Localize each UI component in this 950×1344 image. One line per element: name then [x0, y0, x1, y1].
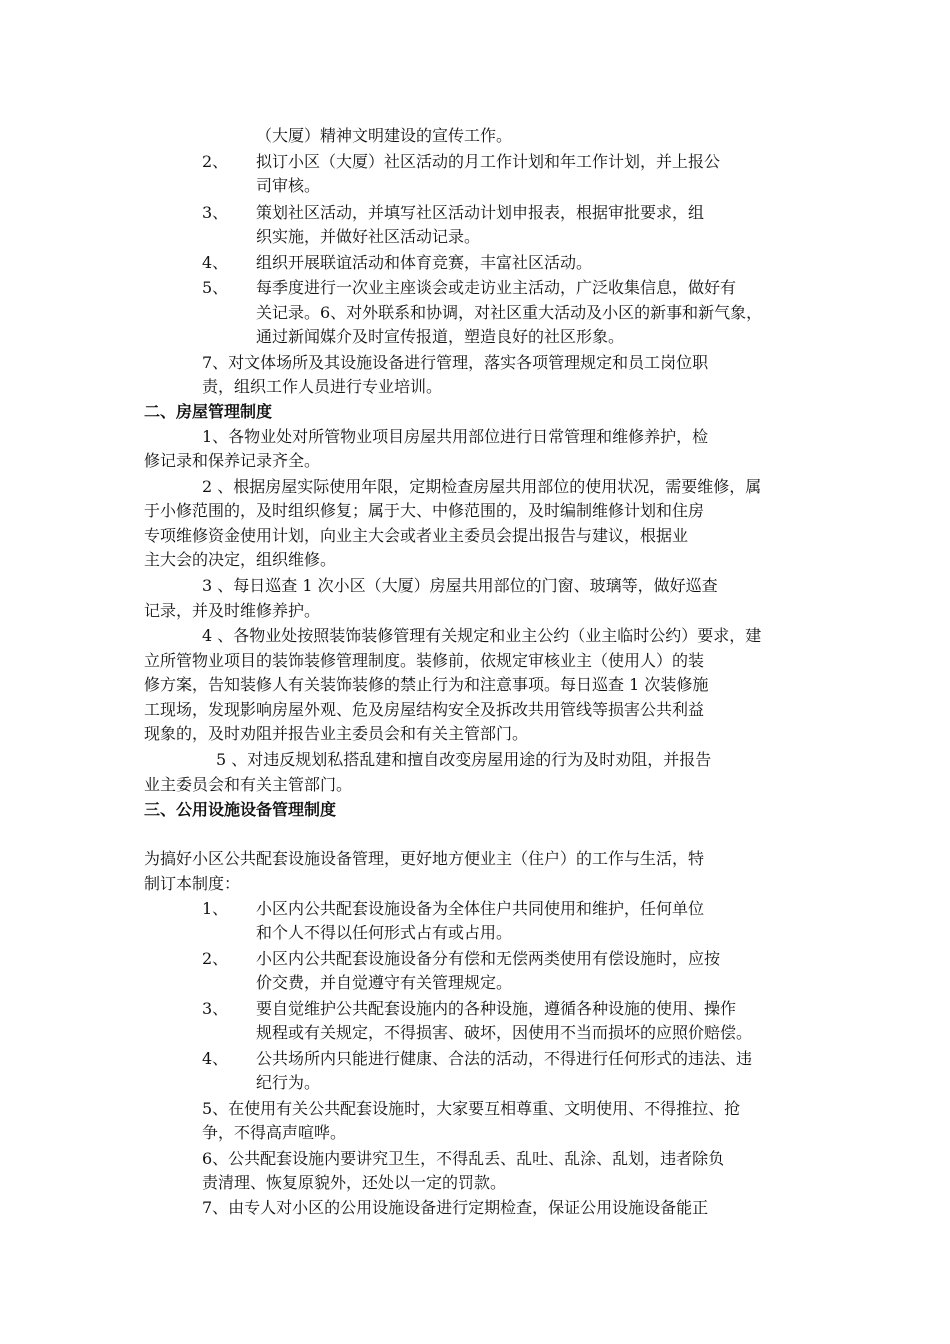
section3-heading: 三、公用设施设备管理制度: [144, 800, 337, 819]
section1-item-line: 组织开展联谊活动和体育竞赛，丰富社区活动。: [256, 253, 593, 272]
section1-item-number: 2、: [202, 152, 229, 171]
section3-item-line: 规程或有关规定，不得损害、破坏，因使用不当而损坏的应照价赔偿。: [256, 1023, 753, 1042]
section2-paragraph-line: 业主委员会和有关主管部门。: [144, 775, 353, 794]
section1-item-line: 通过新闻媒介及时宣传报道，塑造良好的社区形象。: [256, 327, 625, 346]
section2-paragraph-line: 工现场，发现影响房屋外观、危及房屋结构安全及拆改共用管线等损害公共利益: [144, 700, 705, 719]
section3-tail-line: 5、在使用有关公共配套设施时，大家要互相尊重、文明使用、不得推拉、抢: [202, 1099, 741, 1118]
section3-item-line: 要自觉维护公共配套设施内的各种设施，遵循各种设施的使用、操作: [256, 999, 737, 1018]
section3-item-number: 1、: [202, 899, 229, 918]
section3-item-line: 和个人不得以任何形式占有或占用。: [256, 923, 513, 942]
section1-item-number: 5、: [202, 278, 229, 297]
section1-continued-line: （大厦）精神文明建设的宣传工作。: [256, 126, 513, 145]
section2-paragraph-line: 修方案，告知装修人有关装饰装修的禁止行为和注意事项。每日巡查 1 次装修施: [144, 675, 709, 694]
section3-item-number: 2、: [202, 949, 229, 968]
section3-tail-line: 6、公共配套设施内要讲究卫生，不得乱丢、乱吐、乱涂、乱划，违者除负: [202, 1149, 725, 1168]
section2-paragraph-line: 修记录和保养记录齐全。: [144, 451, 321, 470]
section2-paragraph-line: 于小修范围的，及时组织修复；属于大、中修范围的，及时编制维修计划和住房: [144, 501, 705, 520]
section1-item-line: 拟订小区（大厦）社区活动的月工作计划和年工作计划，并上报公: [256, 152, 721, 171]
section1-item-line: 司审核。: [256, 176, 321, 195]
section2-paragraph-line: 现象的，及时劝阻并报告业主委员会和有关主管部门。: [144, 724, 529, 743]
section2-paragraph-line: 1、各物业处对所管物业项目房屋共用部位进行日常管理和维修养护，检: [202, 427, 709, 446]
section1-item-number: 4、: [202, 253, 229, 272]
section3-item-line: 价交费，并自觉遵守有关管理规定。: [256, 973, 513, 992]
section1-item-line: 关记录。6、对外联系和协调，对社区重大活动及小区的新事和新气象，: [256, 303, 763, 322]
section2-paragraph-line: 主大会的决定，组织维修。: [144, 550, 337, 569]
section3-intro-line: 为搞好小区公共配套设施设备管理，更好地方便业主（住户）的工作与生活，特: [144, 849, 705, 868]
section2-paragraph-line: 5 、对违反规划私搭乱建和擅自改变房屋用途的行为及时劝阻，并报告: [216, 750, 712, 769]
section2-heading: 二、房屋管理制度: [144, 402, 273, 421]
section3-item-line: 小区内公共配套设施设备分有偿和无偿两类使用有偿设施时，应按: [256, 949, 721, 968]
section1-item-line: 织实施，并做好社区活动记录。: [256, 227, 481, 246]
section3-item-line: 小区内公共配套设施设备为全体住户共同使用和维护，任何单位: [256, 899, 705, 918]
section2-paragraph-line: 2 、根据房屋实际使用年限，定期检查房屋共用部位的使用状况，需要维修，属: [202, 477, 762, 496]
section3-item-line: 纪行为。: [256, 1073, 321, 1092]
section2-paragraph-line: 立所管物业项目的装饰装修管理制度。装修前，依规定审核业主（使用人）的装: [144, 651, 705, 670]
section3-tail-line: 争，不得高声喧哗。: [202, 1123, 347, 1142]
section1-item7-line: 责，组织工作人员进行专业培训。: [202, 377, 443, 396]
section3-item-number: 3、: [202, 999, 229, 1018]
section1-item-line: 策划社区活动，并填写社区活动计划申报表，根据审批要求，组: [256, 203, 705, 222]
section1-item-line: 每季度进行一次业主座谈会或走访业主活动，广泛收集信息，做好有: [256, 278, 737, 297]
section3-tail-line: 责清理、恢复原貌外，还处以一定的罚款。: [202, 1173, 507, 1192]
section1-item-number: 3、: [202, 203, 229, 222]
section1-item7-line: 7、对文体场所及其设施设备进行管理，落实各项管理规定和员工岗位职: [202, 353, 709, 372]
section3-item-number: 4、: [202, 1049, 229, 1068]
section2-paragraph-line: 专项维修资金使用计划，向业主大会或者业主委员会提出报告与建议，根据业: [144, 526, 689, 545]
section3-item-line: 公共场所内只能进行健康、合法的活动，不得进行任何形式的违法、违: [256, 1049, 753, 1068]
section2-paragraph-line: 4 、各物业处按照装饰装修管理有关规定和业主公约（业主临时公约）要求，建: [202, 626, 762, 645]
section3-intro-line: 制订本制度：: [144, 874, 241, 893]
section2-paragraph-line: 记录，并及时维修养护。: [144, 601, 321, 620]
section2-paragraph-line: 3 、每日巡查 1 次小区（大厦）房屋共用部位的门窗、玻璃等，做好巡查: [202, 576, 718, 595]
section3-tail-line: 7、由专人对小区的公用设施设备进行定期检查，保证公用设施设备能正: [202, 1198, 709, 1217]
